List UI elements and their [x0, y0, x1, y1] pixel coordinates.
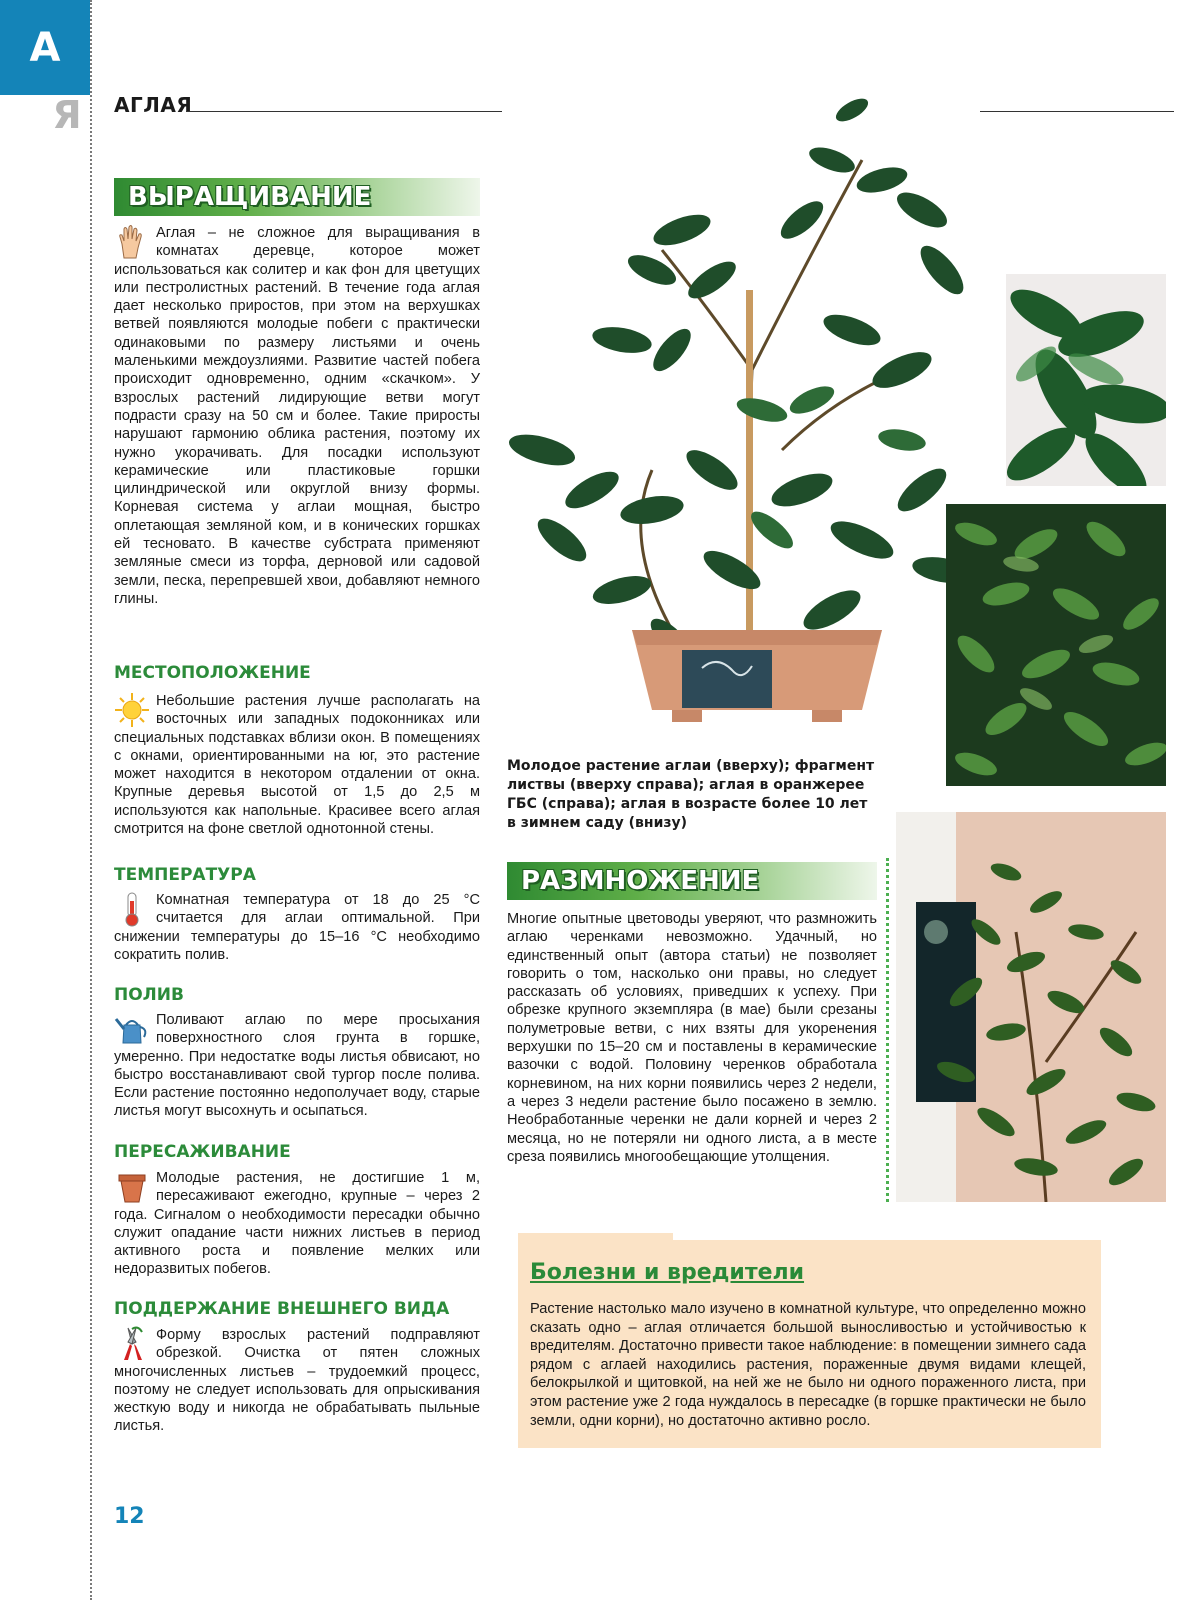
- growing-heading: ВЫРАЩИВАНИЕ: [114, 178, 480, 216]
- side-tab-letter-ya: Я: [52, 93, 82, 137]
- sun-icon: [114, 692, 150, 728]
- diseases-heading: Болезни и вредители: [530, 1260, 805, 1285]
- growing-section: [114, 224, 480, 608]
- propagation-dotted-rule: [886, 858, 889, 1202]
- temperature-heading: ТЕМПЕРАТУРА: [114, 865, 256, 885]
- vertical-dotted-rule: [90, 0, 92, 1600]
- location-heading: МЕСТОПОЛОЖЕНИЕ: [114, 663, 311, 683]
- growing-text: Аглая – не сложное для выращивания в комнатах деревце, которое может использоваться как солитер и как фон для цветущих или пестролистных растений. В течение года аглая дает несколько приростов, при этом на верхушках ветвей появляются молодые побеги с практически одинаковыми по размеру листьями и очень маленькими междоузлиями. Развитие частей побега происходит одновременно, одним «скачком». У взрослых растений лидирующие ветви могут подрасти сразу на 50 см и более. Такие приросты нарушают гармонию облика растения, поэтому их нужно укорачивать. Для посадки используют керамические или пластиковые горшки цилиндрической или округлой внизу формы. Корневая система у аглаи мощная, быстро оплетающая земляной ком, и в конических горшках ей тесновато. В качестве субстрата применяют земляные смеси из торфа, дерновой или садовой земли, песка, перепревшей хвои, добавляют немного глины.: [114, 225, 480, 607]
- photo-caption: Молодое растение аглаи (вверху); фрагмент листвы (вверху справа); аглая в оранжерее ГБС (справа); аглая в возрасте более 10 лет в зимнем саду (внизу): [507, 758, 875, 831]
- watering-can-icon: [114, 1011, 150, 1047]
- repotting-heading: ПЕРЕСАЖИВАНИЕ: [114, 1142, 291, 1162]
- leaf-fragment-photo: [1006, 274, 1166, 486]
- young-plant-photo: [502, 70, 980, 735]
- watering-heading: ПОЛИВ: [114, 985, 184, 1005]
- location-text: Небольшие растения лучше располагать на восточных или западных подоконниках или специальных подставках вблизи окон. В помещениях с окнами, ориентированными на юг, это растение может находится в некотором отдалении от окна. Крупные деревья высотой от 1,5 до 2,5 м используются как напольные. Красивее всего аглая смотрится на фоне светлой однотонной стены.: [114, 693, 480, 838]
- page-title: АГЛАЯ: [114, 93, 193, 117]
- side-tab-letter-a: А: [0, 0, 90, 95]
- diseases-box-tab: [518, 1233, 673, 1240]
- temperature-text: Комнатная температура от 18 до 25 °С считается для аглаи оптимальной. При снижении температуры до 15–16 °С необходимо сократить полив.: [114, 892, 480, 963]
- pruner-icon: [114, 1326, 150, 1362]
- page-number: 12: [114, 1504, 145, 1529]
- thermometer-icon: [114, 891, 150, 927]
- diseases-box: [518, 1240, 1101, 1448]
- repotting-text: Молодые растения, не достигшие 1 м, пересаживают ежегодно, крупные – через 2 года. Сигналом о необходимости пересадки обычно служит опадание части нижних листьев в период активного роста и появление мелких или недоразвитых побегов.: [114, 1170, 480, 1278]
- appearance-text: Форму взрослых растений подправляют обрезкой. Очистка от пятен сложных многочисленных листьев – трудоемкий процесс, поэтому не следует использовать для опрыскивания жесткую воду и никогда не обрабатывать пыльные листья.: [114, 1327, 480, 1435]
- greenhouse-photo: [946, 504, 1166, 786]
- appearance-section: [114, 1326, 480, 1436]
- watering-section: [114, 1011, 480, 1121]
- repotting-section: [114, 1169, 480, 1279]
- appearance-heading: ПОДДЕРЖАНИЕ ВНЕШНЕГО ВИДА: [114, 1299, 450, 1319]
- diseases-text: Растение настолько мало изучено в комнатной культуре, что определенно можно сказать одно – аглая отличается большой выносливостью и устойчивостью к вредителям. Достаточно привести такое наблюдение: в помещении зимнего сада рядом с аглаей находились растения, пораженные двумя видами клещей, белокрылкой и щитовкой, на ней же не было ни одного пораженного листа, при этом растение уже 2 года нуждалось в пересадке (в горшке практически не было земли, одни корни), но достаточно активно росло.: [530, 1301, 1086, 1429]
- watering-text: Поливают аглаю по мере просыхания поверхностного слоя грунта в горшке, умеренно. При недостатке воды листья обвисают, но быстро восстанавливают свой тургор после полива. Если растение постоянно недополучает воду, старые листья могут высохнуть и осыпаться.: [114, 1012, 480, 1120]
- flower-pot-icon: [114, 1169, 150, 1205]
- location-section: [114, 692, 480, 838]
- hand-icon: [114, 224, 150, 260]
- propagation-text: Многие опытные цветоводы уверяют, что размножить аглаю черенками невозможно. Удачный, но единственный опыт (автора статьи) не позволяет говорить о том, насколько они правы, но следует рассказать об условиях, приведших к успеху. При обрезке крупного экземпляра (в мае) были срезаны полуметровые ветви, с них взяты для укоренения верхушки по 15–20 см и поставлены в керамические вазочки с водой. Половину черенков обработала корневином, на них корни появились через 2 недели, а через 3 недели растение было посажено в землю. Необработанные черенки не дали корней и через 2 месяца, но не потеряли ни одного листа, а в месте среза появились многообещающие утолщения.: [507, 911, 877, 1165]
- winter-garden-photo: [896, 812, 1166, 1202]
- temperature-section: [114, 891, 480, 964]
- propagation-heading: РАЗМНОЖЕНИЕ: [507, 862, 877, 900]
